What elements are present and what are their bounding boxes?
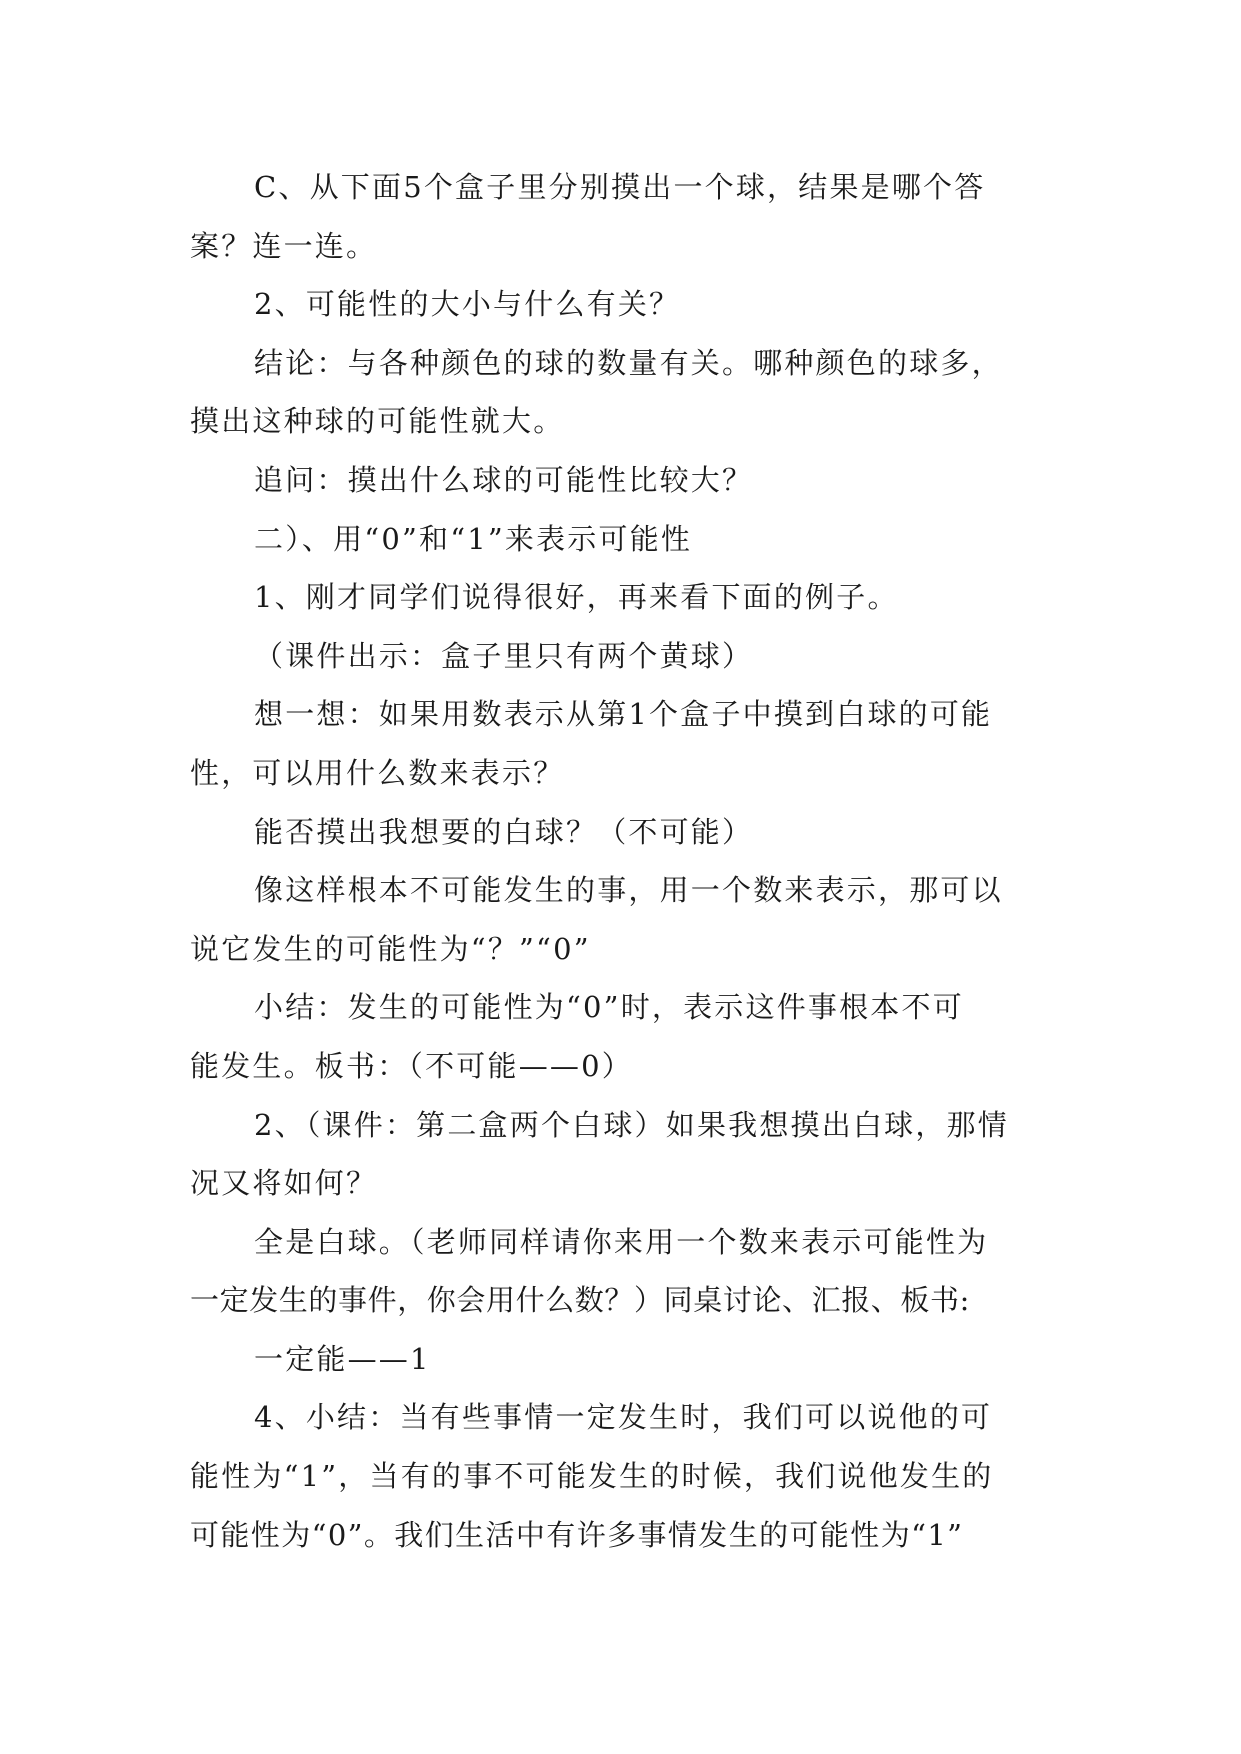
text-line: 全是白球。（老师同样请你来用一个数来表示可能性为 — [254, 1224, 989, 1259]
paragraph-impossible-event — [190, 861, 1050, 978]
text-line: 摸出这种球的可能性就大。 — [190, 404, 565, 439]
text-line: 4、小结：当有些事情一定发生时，我们可以说他的可 — [254, 1400, 993, 1435]
text-line: 说它发生的可能性为“？”“0” — [190, 931, 591, 966]
text-line: 像这样根本不可能发生的事，用一个数来表示，那可以 — [254, 873, 1003, 908]
text-line: 二）、用“0”和“1”来表示可能性 — [254, 521, 693, 556]
text-line: 1、刚才同学们说得很好，再来看下面的例子。 — [254, 580, 899, 615]
text-line: 能否摸出我想要的白球？（不可能） — [254, 814, 754, 849]
text-line: 2、（课件：第二盒两个白球）如果我想摸出白球，那情 — [254, 1107, 1009, 1142]
paragraph-example-intro — [190, 568, 1050, 627]
text-line: 小结：发生的可能性为“0”时，表示这件事根本不可 — [254, 990, 964, 1025]
paragraph-think — [190, 685, 1050, 802]
text-line: 结论：与各种颜色的球的数量有关。哪种颜色的球多， — [254, 345, 1003, 380]
paragraph-second-box — [190, 1096, 1050, 1213]
paragraph-box-matching — [190, 158, 1050, 275]
paragraph-certain-one — [190, 1330, 1050, 1389]
document-body — [190, 158, 1050, 1564]
paragraph-question-factors — [190, 275, 1050, 334]
text-line: 况又将如何？ — [190, 1166, 378, 1201]
text-line: 案？连一连。 — [190, 228, 378, 263]
text-line: 追问：摸出什么球的可能性比较大？ — [254, 462, 754, 497]
text-line: C、从下面5个盒子里分别摸出一个球，结果是哪个答 — [254, 170, 986, 204]
paragraph-courseware-yellow — [190, 627, 1050, 686]
section-heading-zero-one — [190, 510, 1050, 569]
text-line: 一定能——1 — [254, 1341, 431, 1376]
paragraph-summary-final — [190, 1388, 1050, 1564]
paragraph-can-draw-white — [190, 803, 1050, 862]
text-line: 2、可能性的大小与什么有关？ — [254, 287, 681, 322]
paragraph-follow-up — [190, 451, 1050, 510]
text-line: （课件出示：盒子里只有两个黄球） — [254, 638, 754, 673]
paragraph-all-white — [190, 1213, 1050, 1330]
text-line: 能发生。板书：（不可能——0） — [190, 1048, 633, 1083]
paragraph-conclusion — [190, 334, 1050, 451]
text-line: 想一想：如果用数表示从第1个盒子中摸到白球的可能 — [254, 697, 993, 732]
paragraph-summary-zero — [190, 978, 1050, 1095]
text-line: 性，可以用什么数来表示？ — [190, 755, 565, 790]
text-line: 可能性为“0”。我们生活中有许多事情发生的可能性为“1” — [190, 1517, 964, 1552]
text-line: 能性为“1”，当有的事不可能发生的时候，我们说他发生的 — [190, 1459, 994, 1494]
text-line: 一定发生的事件，你会用什么数？）同桌讨论、汇报、板书: — [190, 1283, 970, 1318]
